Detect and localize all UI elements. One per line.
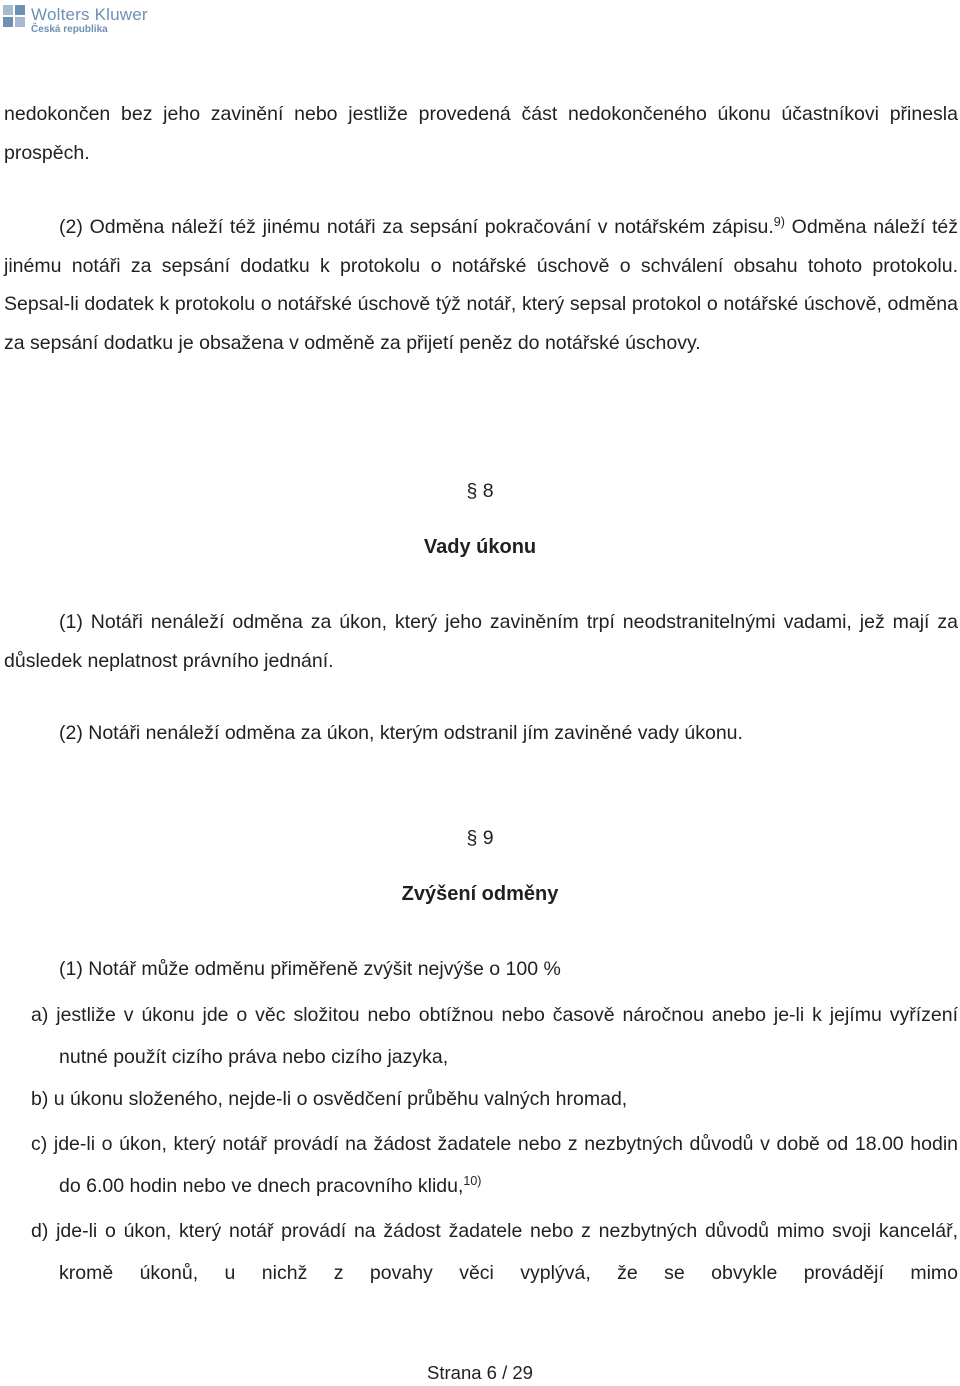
footnote-ref-10[interactable]: 10) [463, 1174, 482, 1188]
section-8-title: Vady úkonu [423, 536, 537, 558]
page-number: Strana 6 / 29 [427, 1362, 533, 1383]
logo-brand-name: Wolters Kluwer [31, 5, 148, 24]
section-9-paragraph-1: (1) Notář může odměnu přiměřeně zvýšit nejvýše o 100 % [59, 958, 561, 980]
paragraph-2-text-b: Odměna náleží též jinému notáři za sepsání dodatku k protokolu o notářské úschově o schválení obsahu tohoto protokolu. Sepsal-li dodatek k protokolu o notářské úschově týž notář, který sepsal protokol o notářské úschově, odměna za sepsání dodatku je obsažena v odměně za přijetí peněz do notářské úschovy. [4, 216, 958, 354]
list-item-b: b) u úkonu složeného, nejde-li o osvědčení průběhu valných hromad, [31, 1088, 628, 1110]
paragraph-continuation: nedokončen bez jeho zavinění nebo jestliže provedená část nedokončeného úkonu účastníkovi přinesla prospěch. [4, 103, 958, 164]
section-8-paragraph-2: (2) Notáři nenáleží odměna za úkon, kterým odstranil jím zaviněné vady úkonu. [59, 722, 743, 744]
footnote-ref-9[interactable]: 9) [773, 215, 785, 229]
publisher-logo [2, 2, 148, 38]
section-8-paragraph-1: (1) Notáři nenáleží odměna za úkon, který jeho zaviněním trpí neodstranitelnými vadami, jež mají za důsledek neplatnost právního jednání. [4, 611, 958, 672]
list-item-c [31, 1123, 958, 1207]
section-8-number: § 8 [466, 480, 494, 502]
list-item-d: d) jde-li o úkon, který notář provádí na žádost žadatele nebo z nezbytných důvodů mimo svoji kancelář, kromě úkonů, u nichž z povahy věci vyplývá, že se obvykle provádějí mimo [31, 1220, 958, 1284]
paragraph-2 [4, 208, 958, 362]
logo-subtitle: Česká republika [31, 24, 108, 35]
section-9-number: § 9 [466, 827, 494, 849]
list-item-a: a) jestliže v úkonu jde o věc složitou nebo obtížnou nebo časově náročnou anebo je-li k jejímu vyřízení nutné použít cizího práva nebo cizího jazyka, [31, 1004, 958, 1068]
list-item-c-text: c) jde-li o úkon, který notář provádí na žádost žadatele nebo z nezbytných důvodů v době od 18.00 hodin do 6.00 hodin nebo ve dnech pracovního klidu, [31, 1133, 958, 1197]
wolters-kluwer-logo-icon [2, 4, 26, 28]
section-9-title: Zvýšení odměny [401, 883, 559, 905]
paragraph-2-text-a: (2) Odměna náleží též jinému notáři za sepsání pokračování v notářském zápisu. [59, 216, 774, 238]
